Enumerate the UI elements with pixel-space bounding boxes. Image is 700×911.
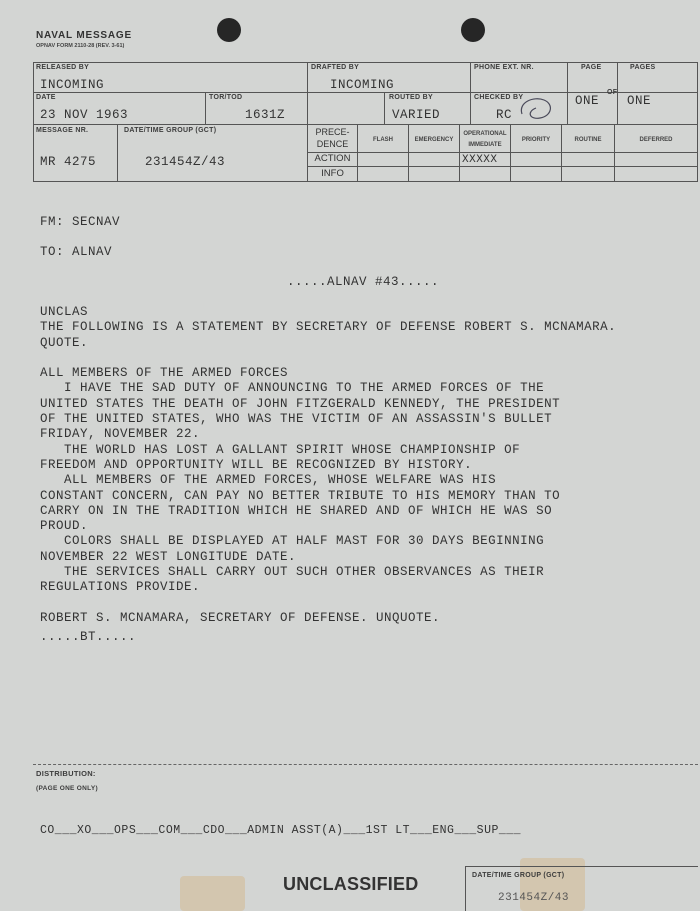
message-heading: .....ALNAV #43..... xyxy=(287,275,440,289)
message-line: CARRY ON IN THE TRADITION WHICH HE SHARED AND OF WHICH HE WAS SO xyxy=(40,503,553,518)
info-label: INFO xyxy=(321,168,344,179)
priority-label: PRIORITY xyxy=(521,137,551,143)
footer-dtg-label: DATE/TIME GROUP (GCT) xyxy=(472,872,565,879)
grid-line xyxy=(33,62,34,181)
message-line: UNITED STATES THE DEATH OF JOHN FITZGERALD KENNEDY, THE PRESIDENT xyxy=(40,396,561,411)
grid-line xyxy=(561,124,562,181)
routing-line: CO___XO___OPS___COM___CDO___ADMIN ASST(A)___1ST LT___ENG___SUP___ xyxy=(40,824,522,837)
distribution-divider xyxy=(33,764,698,765)
message-line: THE FOLLOWING IS A STATEMENT BY SECRETARY OF DEFENSE ROBERT S. MCNAMARA. xyxy=(40,320,617,335)
message-line: ALL MEMBERS OF THE ARMED FORCES, WHOSE WELFARE WAS HIS xyxy=(40,473,497,488)
message-body xyxy=(40,305,616,626)
message-line: REGULATIONS PROVIDE. xyxy=(40,580,201,595)
drafted-by-label: DRAFTED BY xyxy=(311,64,360,71)
message-line: ROBERT S. MCNAMARA, SECRETARY OF DEFENSE. UNQUOTE. xyxy=(40,610,441,625)
grid-line xyxy=(465,866,466,911)
tor-tod-value: 1631Z xyxy=(245,108,286,122)
grid-line xyxy=(33,124,698,125)
grid-line xyxy=(408,124,409,181)
grid-line xyxy=(510,124,511,181)
end-marker: .....BT..... xyxy=(40,630,137,644)
grid-line xyxy=(357,124,358,181)
grid-line xyxy=(307,62,308,124)
form-number: OPNAV FORM 2110-28 (REV. 3-61) xyxy=(36,43,125,49)
grid-line xyxy=(33,92,698,93)
message-line: COLORS SHALL BE DISPLAYED AT HALF MAST FOR 30 DAYS BEGINNING xyxy=(40,534,545,549)
grid-line xyxy=(614,124,615,181)
checked-by-value: RC xyxy=(496,108,513,122)
dtg-value: 231454Z/43 xyxy=(145,155,226,169)
routed-by-label: ROUTED BY xyxy=(389,94,433,101)
message-line: ALL MEMBERS OF THE ARMED FORCES xyxy=(40,366,289,381)
deferred-label: DEFERRED xyxy=(639,137,673,143)
grid-line xyxy=(384,92,385,124)
message-line: CONSTANT CONCERN, CAN PAY NO BETTER TRIBUTE TO HIS MEMORY THAN TO xyxy=(40,488,561,503)
precedence-label xyxy=(308,126,357,150)
message-line: FRIDAY, NOVEMBER 22. xyxy=(40,427,201,442)
message-line: FREEDOM AND OPPORTUNITY WILL BE RECOGNIZED BY HISTORY. xyxy=(40,457,473,472)
form-title: NAVAL MESSAGE xyxy=(36,30,132,41)
message-nr-label: MESSAGE NR. xyxy=(36,127,89,134)
grid-line xyxy=(117,124,118,181)
message-line: I HAVE THE SAD DUTY OF ANNOUNCING TO THE ARMED FORCES OF THE xyxy=(40,381,545,396)
of-label: OF xyxy=(607,89,618,96)
message-line: OF THE UNITED STATES, WHO WAS THE VICTIM OF AN ASSASSIN'S BULLET xyxy=(40,412,553,427)
message-line: THE SERVICES SHALL CARRY OUT SUCH OTHER OBSERVANCES AS THEIR xyxy=(40,565,545,580)
grid-line xyxy=(567,62,568,124)
punch-hole xyxy=(217,18,241,42)
message-nr-value: MR 4275 xyxy=(40,155,97,169)
emergency-label: EMERGENCY xyxy=(414,137,454,143)
operational-immediate-label xyxy=(460,129,510,151)
punch-hole xyxy=(461,18,485,42)
released-by-label: RELEASED BY xyxy=(36,64,90,71)
precedence-label-line1: PRECE- xyxy=(315,127,350,137)
date-label: DATE xyxy=(36,94,56,101)
grid-line xyxy=(33,181,698,182)
checked-by-label: CHECKED BY xyxy=(474,94,524,101)
grid-line xyxy=(205,92,206,124)
grid-line xyxy=(470,92,471,124)
grid-line xyxy=(697,62,698,181)
grid-line xyxy=(33,62,698,63)
grid-line xyxy=(470,62,471,92)
date-value: 23 NOV 1963 xyxy=(40,108,129,122)
dtg-label: DATE/TIME GROUP (GCT) xyxy=(124,127,217,134)
precedence-label-line2: DENCE xyxy=(316,139,349,149)
page-label: PAGE xyxy=(581,64,602,71)
routine-label: ROUTINE xyxy=(574,137,602,143)
action-label: ACTION xyxy=(314,153,351,164)
message-line xyxy=(40,596,616,611)
flash-label: FLASH xyxy=(373,137,393,143)
message-line: THE WORLD HAS LOST A GALLANT SPIRIT WHOSE CHAMPIONSHIP OF xyxy=(40,442,521,457)
drafted-by-value: INCOMING xyxy=(330,78,395,92)
to-line: TO: ALNAV xyxy=(40,245,113,259)
tor-tod-label: TOR/TOD xyxy=(209,94,243,101)
message-line xyxy=(40,351,616,366)
footer-dtg-value: 231454Z/43 xyxy=(498,892,570,904)
grid-line xyxy=(307,152,698,153)
message-line: QUOTE. xyxy=(40,335,89,350)
grid-line xyxy=(307,166,698,167)
page-one-only-label: (PAGE ONE ONLY) xyxy=(36,785,98,792)
operational-label: OPERATIONAL xyxy=(463,131,507,137)
message-line: NOVEMBER 22 WEST LONGITUDE DATE. xyxy=(40,549,297,564)
grid-line xyxy=(465,866,698,867)
message-line: UNCLAS xyxy=(40,305,89,319)
message-line: PROUD. xyxy=(40,519,89,534)
routed-by-value: VARIED xyxy=(392,108,441,122)
page-value: ONE xyxy=(575,94,600,108)
handwritten-initials xyxy=(514,94,564,122)
classification-stamp: UNCLASSIFIED xyxy=(283,874,419,894)
paper-stain xyxy=(180,876,245,911)
pages-value: ONE xyxy=(627,94,652,108)
immediate-label: IMMEDIATE xyxy=(468,142,502,148)
from-line: FM: SECNAV xyxy=(40,215,121,229)
released-by-value: INCOMING xyxy=(40,78,105,92)
action-mark: XXXXX xyxy=(462,154,498,166)
pages-label: PAGES xyxy=(630,64,656,71)
phone-label: PHONE EXT. NR. xyxy=(474,64,534,71)
distribution-label: DISTRIBUTION: xyxy=(36,769,96,778)
